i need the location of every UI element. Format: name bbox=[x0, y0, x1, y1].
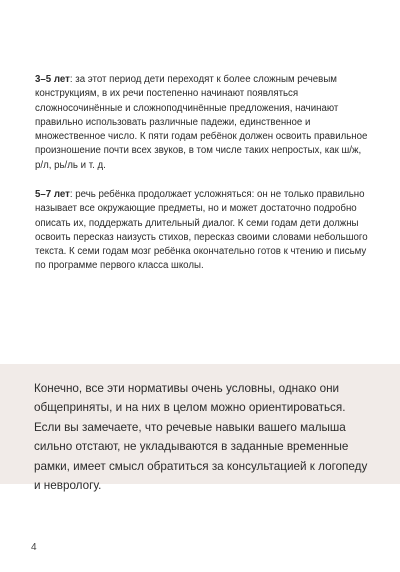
page-number: 4 bbox=[31, 542, 37, 553]
callout-box bbox=[0, 364, 400, 493]
age-range-heading: 5–7 лет bbox=[35, 189, 70, 200]
age-section-3-5 bbox=[35, 73, 371, 173]
age-section-body: : за этот период дети переходят к более сложным речевым конструкциям, в их речи постепенно начинают появляться сложносочинённые и сложноподчинённые предложения, начинают правильно использовать различные падежи, единственное и множественное число. К пяти годам ребёнок должен освоить правильное произношение почти всех звуков, в том числе таких непростых, как ш/ж, р/л, рь/ль и т. д. bbox=[35, 74, 368, 171]
callout-text: Конечно, все эти нормативы очень условны, однако они общеприняты, и на них в целом можно ориентироваться. Если вы замечаете, что речевые навыки вашего малыша сильно отстают, не укладываются в заданные временные рамки, имеет смысл обратиться за консультацией к логопеду и неврологу. bbox=[34, 382, 368, 493]
age-section-5-7 bbox=[35, 188, 371, 274]
age-range-heading: 3–5 лет bbox=[35, 74, 70, 85]
age-section-body: : речь ребёнка продолжает усложняться: он не только правильно называет все окружающие предметы, но и может достаточно подробно описать их, поддержать длительный диалог. К семи годам дети должны освоить пересказ наизусть стихов, пересказ своими словами небольшого текста. К семи годам мозг ребёнка окончательно готов к чтению и письму по программе первого класса школы. bbox=[35, 189, 368, 272]
